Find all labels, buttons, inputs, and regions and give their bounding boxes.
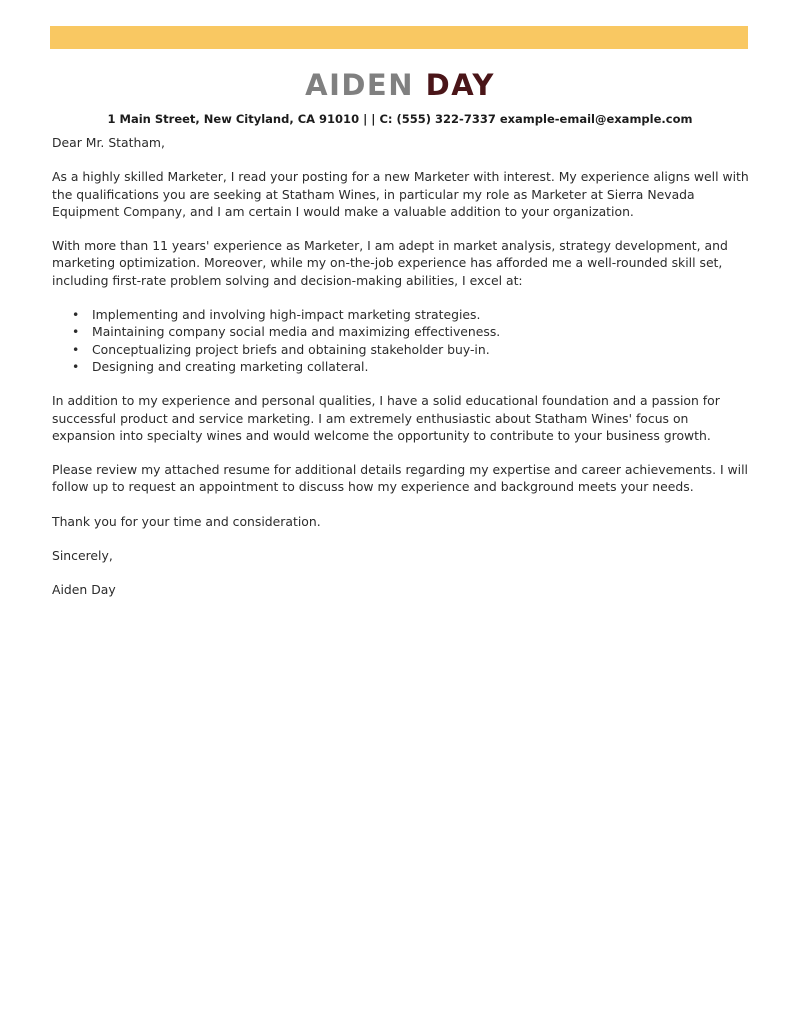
bullet-item: • Implementing and involving high-impact marketing strategies. xyxy=(92,306,750,323)
paragraph-intro: As a highly skilled Marketer, I read your posting for a new Marketer with interest. My experience aligns well with the qualifications you are seeking at Statham Wines, in particular my role as Marketer at Sierra Nevada Equipment Company, and I am certain I would make a valuable addition to your organization. xyxy=(52,169,749,219)
bullet-item: • Maintaining company social media and maximizing effectiveness. xyxy=(92,323,750,340)
signoff: Sincerely, xyxy=(52,548,113,564)
salutation: Dear Mr. Statham, xyxy=(52,135,165,150)
candidate-first-name: AIDEN xyxy=(305,68,415,102)
signature-name: Aiden Day xyxy=(52,582,116,598)
paragraph-experience: With more than 11 years' experience as Marketer, I am adept in market analysis, strategy development, and marketing optimization. Moreover, while my on-the-job experience has afforded me a well-rounded skill set, including first-rate problem solving and decision-making abilities, I excel at: xyxy=(52,238,728,288)
candidate-name xyxy=(0,68,800,102)
paragraph-education: In addition to my experience and personal qualities, I have a solid educational foundation and a passion for successful product and service marketing. I am extremely enthusiastic about Statham Wines' focus on expansion into specialty wines and would welcome the opportunity to contribute to your business growth. xyxy=(52,393,720,443)
bullet-item: • Conceptualizing project briefs and obtaining stakeholder buy-in. xyxy=(92,341,750,358)
skills-bullet-list xyxy=(52,306,750,375)
header-accent-banner xyxy=(50,26,748,49)
candidate-last-name: DAY xyxy=(425,68,495,102)
contact-info: 1 Main Street, New Cityland, CA 91010 | | C: (555) 322-7337 example-email@example.com xyxy=(107,112,693,126)
letter-body xyxy=(52,134,750,616)
paragraph-resume: Please review my attached resume for additional details regarding my expertise and career achievements. I will follow up to request an appointment to discuss how my experience and background meets your needs. xyxy=(52,462,749,495)
thanks-line: Thank you for your time and consideration. xyxy=(52,513,321,529)
bullet-item: • Designing and creating marketing collateral. xyxy=(92,358,750,375)
